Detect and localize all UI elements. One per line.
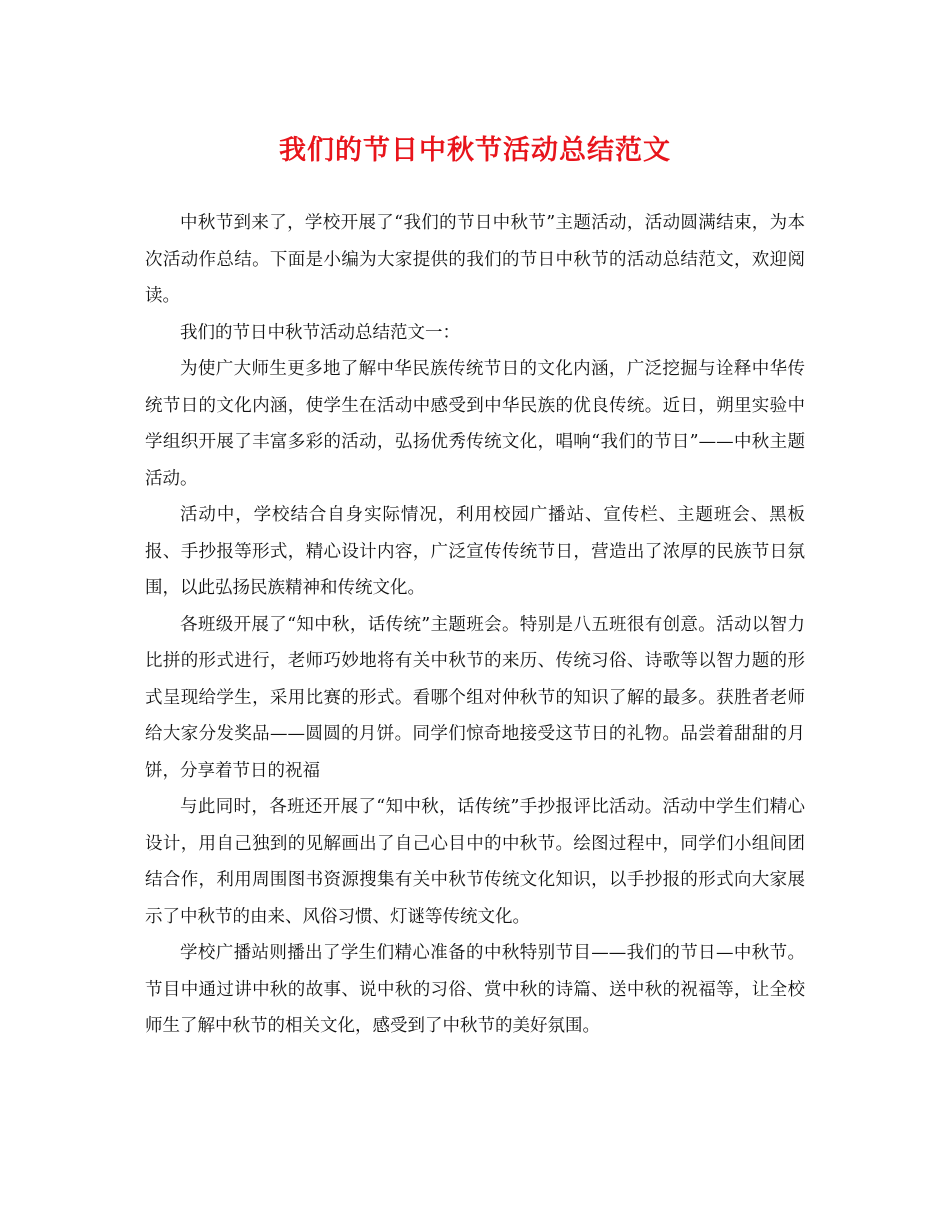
paragraph-intro: 中秋节到来了，学校开展了“我们的节日中秋节”主题活动，活动圆满结束，为本次活动作总结。下面是小编为大家提供的我们的节日中秋节的活动总结范文，欢迎阅读。 (145, 213, 805, 306)
paragraph-class-meeting: 各班级开展了“知中秋，话传统”主题班会。特别是八五班很有创意。活动以智力比拼的形式进行，老师巧妙地将有关中秋节的来历、传统习俗、诗歌等以智力题的形式呈现给学生，采用比赛的形式。看哪个组对仲秋节的知识了解的最多。获胜者老师给大家分发奖品——圆圆的月饼。同学们惊奇地接受这节日的礼物。品尝着甜甜的月饼，分享着节日的祝福 (145, 614, 805, 781)
paragraph-activities: 活动中，学校结合自身实际情况，利用校园广播站、宣传栏、主题班会、黑板报、手抄报等形式，精心设计内容，广泛宣传传统节日，营造出了浓厚的民族节日氛围，以此弘扬民族精神和传统文化。 (145, 505, 805, 598)
paragraph-broadcast: 学校广播站则播出了学生们精心准备的中秋特别节目——我们的节日—中秋节。节目中通过讲中秋的故事、说中秋的习俗、赏中秋的诗篇、送中秋的祝福等，让全校师生了解中秋节的相关文化，感受到了中秋节的美好氛围。 (145, 943, 805, 1036)
paragraph-purpose: 为使广大师生更多地了解中华民族传统节日的文化内涵，广泛挖掘与诠释中华传统节日的文化内涵，使学生在活动中感受到中华民族的优良传统。近日，朔里实验中学组织开展了丰富多彩的活动，弘扬优秀传统文化，唱响“我们的节日”——中秋主题活动。 (145, 359, 805, 489)
document-body (145, 205, 805, 1045)
document-title: 我们的节日中秋节活动总结范文 (279, 135, 671, 166)
paragraph-handwritten-newspaper: 与此同时，各班还开展了“知中秋，话传统”手抄报评比活动。活动中学生们精心设计，用自己独到的见解画出了自己心目中的中秋节。绘图过程中，同学们小组间团结合作，利用周围图书资源搜集有关中秋节传统文化知识，以手抄报的形式向大家展示了中秋节的由来、风俗习惯、灯谜等传统文化。 (145, 797, 805, 927)
paragraph-section-heading: 我们的节日中秋节活动总结范文一： (180, 322, 460, 343)
